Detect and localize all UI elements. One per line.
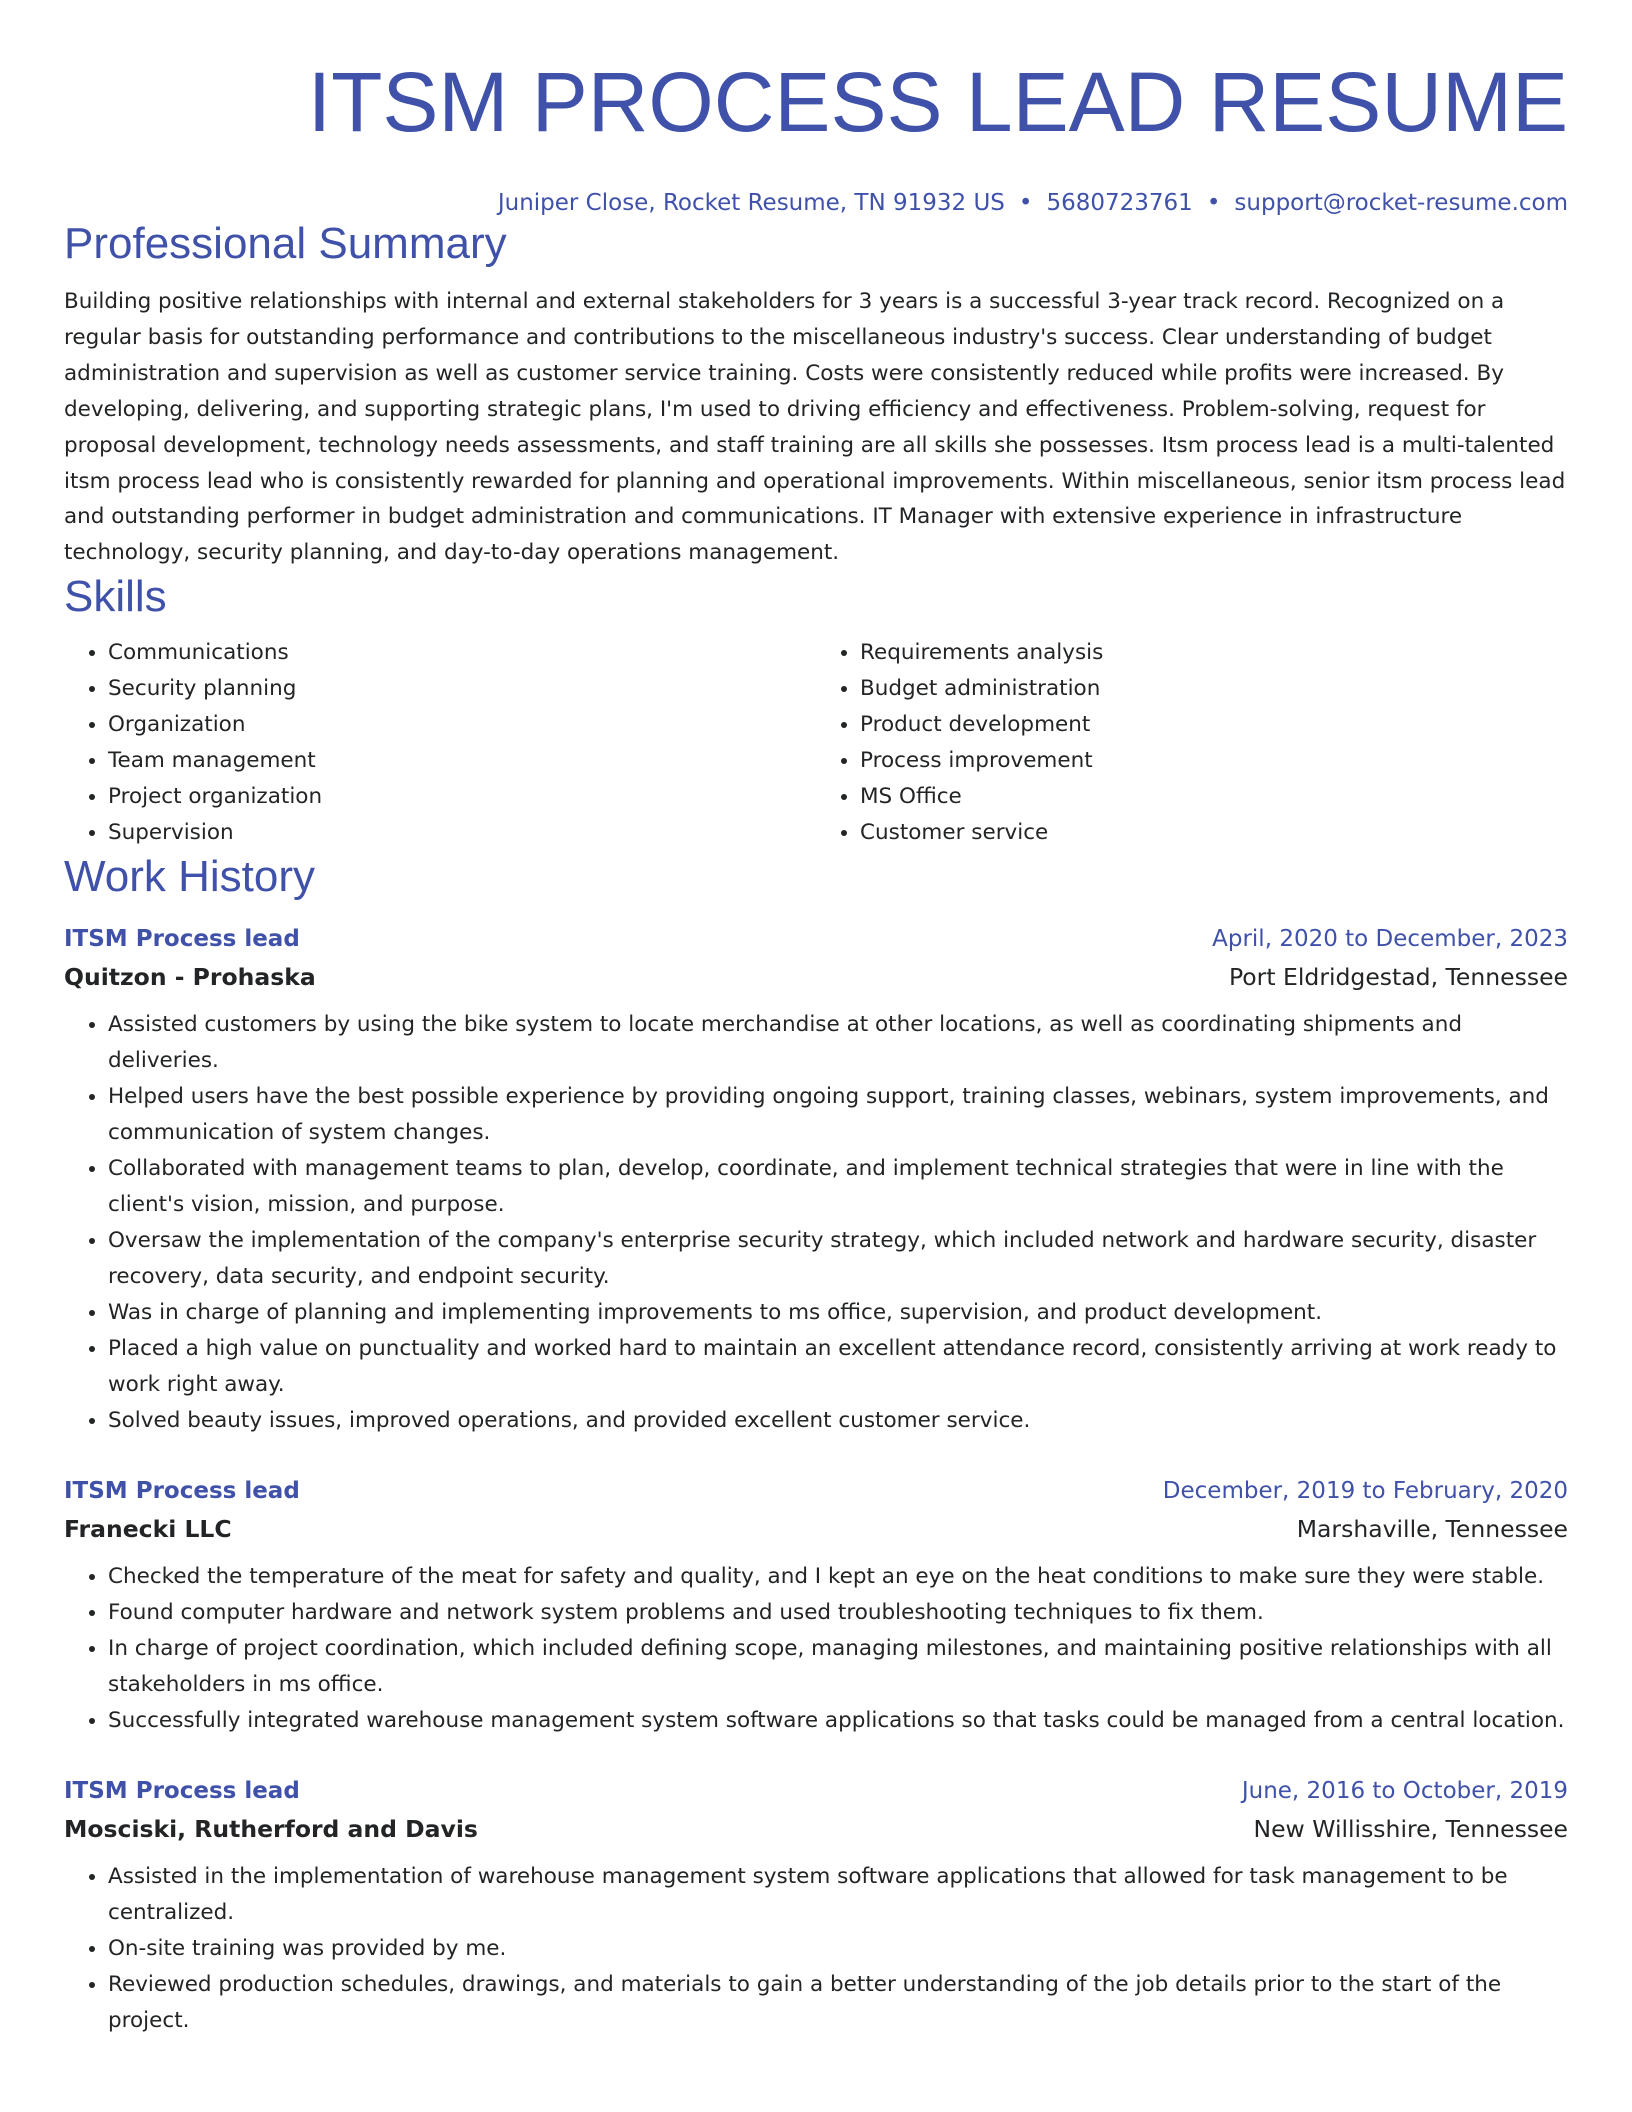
job-bullet: • Helped users have the best possible experience by providing ongoing support, training classes, webinars, system improvements, and communication of system changes. <box>108 1079 1568 1151</box>
job-entry <box>64 1473 1568 1739</box>
job-company: Mosciski, Rutherford and Davis <box>64 1815 478 1844</box>
job-company-row <box>64 1509 1568 1549</box>
job-location: Port Eldridgestad, Tennessee <box>1228 963 1568 992</box>
job-title: ITSM Process lead <box>64 1778 300 1805</box>
job-bullet: • Collaborated with management teams to plan, develop, coordinate, and implement technical strategies that were in line with the client's vision, mission, and purpose. <box>108 1151 1568 1223</box>
job-bullet: • Checked the temperature of the meat for safety and quality, and I kept an eye on the heat conditions to make sure they were stable. <box>108 1559 1568 1595</box>
job-dates: April, 2020 to December, 2023 <box>1212 926 1568 953</box>
skills-heading: Skills <box>64 572 167 622</box>
job-company: Quitzon - Prohaska <box>64 963 316 992</box>
job-bullet: • Successfully integrated warehouse management system software applications so that tasks could be managed from a central location. <box>108 1703 1568 1739</box>
job-bullet: • Assisted in the implementation of warehouse management system software applications that allowed for task management to be centralized. <box>108 1859 1568 1931</box>
skill-item: • Budget administration <box>860 671 1568 707</box>
skill-item: • Communications <box>108 635 816 671</box>
contact-separator: • <box>1018 190 1033 216</box>
job-company-row <box>64 957 1568 997</box>
job-bullet: • Was in charge of planning and implementing improvements to ms office, supervision, and product development. <box>108 1295 1568 1331</box>
job-bullets <box>64 1007 1568 1439</box>
job-dates: June, 2016 to October, 2019 <box>1241 1778 1568 1805</box>
job-location: Marshaville, Tennessee <box>1296 1515 1568 1544</box>
job-title: ITSM Process lead <box>64 1478 300 1505</box>
skill-item: • Team management <box>108 743 816 779</box>
job-bullet: • Solved beauty issues, improved operations, and provided excellent customer service. <box>108 1403 1568 1439</box>
skill-item: • Project organization <box>108 779 816 815</box>
job-company-row <box>64 1809 1568 1849</box>
skill-item: • Security planning <box>108 671 816 707</box>
contact-phone: 5680723761 <box>1046 190 1193 216</box>
resume-header <box>64 0 1568 218</box>
job-bullet: • On-site training was provided by me. <box>108 1931 1568 1967</box>
job-bullets <box>64 1859 1568 2039</box>
skill-item: • Requirements analysis <box>860 635 1568 671</box>
resume-title: ITSM PROCESS LEAD RESUME <box>307 55 1568 149</box>
skill-item: • Product development <box>860 707 1568 743</box>
contact-line <box>64 188 1568 218</box>
job-entry <box>64 921 1568 1439</box>
job-bullet: • Placed a high value on punctuality and worked hard to maintain an excellent attendance record, consistently arriving at work ready to work right away. <box>108 1331 1568 1403</box>
work-history-section <box>64 851 1568 2039</box>
skill-item: • Supervision <box>108 815 816 851</box>
job-bullet: • Found computer hardware and network system problems and used troubleshooting techniques to fix them. <box>108 1595 1568 1631</box>
skills-list-right <box>816 635 1568 851</box>
job-title: ITSM Process lead <box>64 926 300 953</box>
job-header-row <box>64 921 1568 957</box>
job-company: Franecki LLC <box>64 1515 232 1544</box>
contact-email[interactable]: support@rocket-resume.com <box>1234 190 1568 216</box>
summary-text: Building positive relationships with internal and external stakeholders for 3 years is a successful 3-year track record. Recognized on a regular basis for outstanding performance and contributions to the miscellaneous industry's success. Clear understanding of budget administration and supervision as well as customer service training. Costs were consistently reduced while profits were increased. By developing, delivering, and supporting strategic plans, I'm used to driving efficiency and effectiveness. Problem-solving, request for proposal development, technology needs assessments, and staff training are all skills she possesses. Itsm process lead is a multi-talented itsm process lead who is consistently rewarded for planning and operational improvements. Within miscellaneous, senior itsm process lead and outstanding performer in budget administration and communications. IT Manager with extensive experience in infrastructure technology, security planning, and day-to-day operations management. <box>64 289 1566 566</box>
job-dates: December, 2019 to February, 2020 <box>1162 1478 1568 1505</box>
skills-section <box>64 571 1568 851</box>
job-header-row <box>64 1773 1568 1809</box>
skills-columns <box>64 635 1568 851</box>
skill-item: • Organization <box>108 707 816 743</box>
job-bullet: • Reviewed production schedules, drawings, and materials to gain a better understanding of the job details prior to the start of the project. <box>108 1967 1568 2039</box>
job-bullet: • Oversaw the implementation of the company's enterprise security strategy, which included network and hardware security, disaster recovery, data security, and endpoint security. <box>108 1223 1568 1295</box>
job-entry <box>64 1773 1568 2039</box>
job-location: New Willisshire, Tennessee <box>1253 1815 1568 1844</box>
job-header-row <box>64 1473 1568 1509</box>
summary-heading: Professional Summary <box>64 219 507 268</box>
skills-list-left <box>64 635 816 851</box>
skill-item: • Process improvement <box>860 743 1568 779</box>
job-bullets <box>64 1559 1568 1739</box>
skill-item: • MS Office <box>860 779 1568 815</box>
job-bullet: • In charge of project coordination, which included defining scope, managing milestones, and maintaining positive relationships with all stakeholders in ms office. <box>108 1631 1568 1703</box>
summary-section <box>64 218 1568 571</box>
skill-item: • Customer service <box>860 815 1568 851</box>
work-history-heading: Work History <box>64 852 315 902</box>
contact-separator: • <box>1206 190 1221 216</box>
contact-address: Juniper Close, Rocket Resume, TN 91932 US <box>497 190 1005 216</box>
job-bullet: • Assisted customers by using the bike system to locate merchandise at other locations, as well as coordinating shipments and deliveries. <box>108 1007 1568 1079</box>
